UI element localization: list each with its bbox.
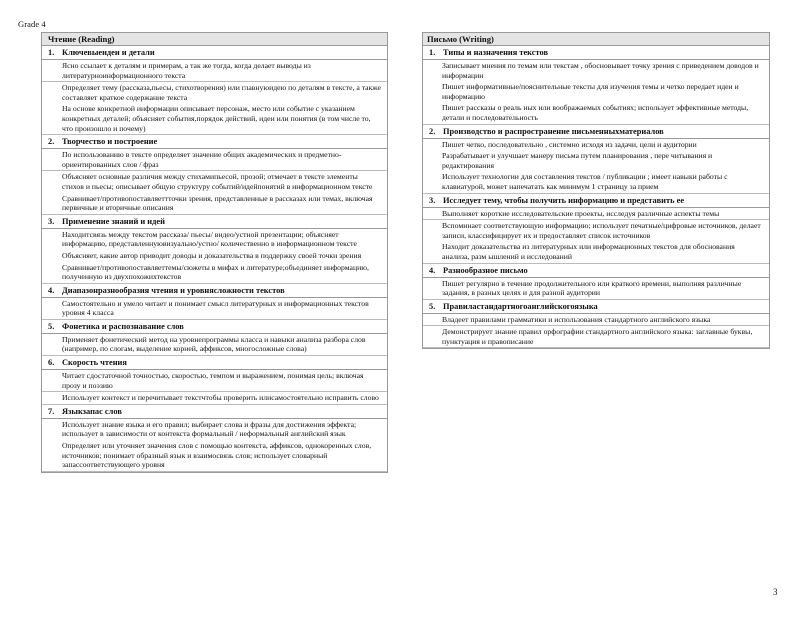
section-title-text: Фонетика и распознавание слов [62, 321, 184, 331]
standard-cell [42, 419, 387, 472]
standard-text: Находитсвязь между текстом рассказа/ пьесы/ видео/устной презентации; объясняет информацию, представленнуювизуально/устно/ количественно в информационном тексте [62, 229, 357, 249]
section-number: 4. [48, 285, 55, 295]
standard-text: Объясняет, какие автор приводит доводы и доказательства в поддержку своей точки зрения [62, 250, 362, 260]
standard-text: Читает сдостаточной точностью, скоростью, темпом и выражением, понимая цель; включая прозу и поэзию [62, 371, 364, 390]
reading-column [41, 32, 388, 473]
section-title [42, 284, 387, 298]
standard-cell [423, 139, 769, 194]
section-title [42, 356, 387, 370]
section-number: 1. [48, 48, 55, 57]
section-title [42, 405, 387, 419]
standard-text: Определяет или уточняет значения слов с помощью контекста, аффиксов, однокоренных слов, источников; понимает образный язык и взаимосвязь слов; использует словарный запассоответствующего уровня [62, 441, 372, 470]
section-title [42, 135, 387, 149]
writing-section [422, 194, 770, 264]
section-number: 2. [48, 137, 55, 147]
standard-text: Разрабатывает и улучшает манеру письма путем планирования , пере читывания и редактирования [442, 151, 713, 170]
standard-text: Пишет четко, последовательно , системно исходя из задачи, цели и аудитории [442, 139, 697, 149]
reading-section [41, 356, 388, 405]
writing-header: Письмо (Writing) [422, 32, 770, 46]
writing-column [422, 32, 770, 349]
section-number: 7. [48, 406, 55, 416]
standard-text: Применяет фонетический метод на уровнепрограммы класса и навыки анализа разбора слов (например, по слогам, выделение корней, аффиксов, многосложные слова) [62, 334, 366, 354]
standard-text: Самостоятельно и умело читает и понимает смысл литературных и информационных текстов уровня 4 класса [62, 298, 369, 318]
standard-cell [423, 278, 769, 300]
section-title-text: Исследует тему, чтобы получить информацию и представить ее [443, 195, 685, 205]
section-title-text: Языкзапас слов [62, 406, 122, 416]
page-number: 3 [773, 587, 778, 597]
standard-text: Использует знание языка и его правил; выбирает слова и фразы для достижения эффекта; использует в зависимости от контекста формальный / неформальный английский язык [62, 419, 357, 439]
standard-text: Пишет информативные/пояснительные тексты для изучения темы и четко передает идеи и информацию [442, 82, 739, 101]
standard-text: Ясно ссылает к деталям и примерам, а так же тогда, когда делает выводы из литературноинформационного текста [62, 61, 311, 80]
section-title-text: Скорость чтения [62, 358, 127, 368]
standard-cell [423, 220, 769, 263]
reading-section [41, 135, 388, 215]
section-title [423, 46, 769, 60]
standard-text: Использует контекст и перечитывает текстчтобы проверить илисамостоятельно исправить слово [62, 393, 379, 403]
standard-text: Демонстрирует знание правил орфографии стандартного английского языка: заглавные буквы, пунктуация и правописание [442, 327, 753, 346]
section-title-text: Ключевыеидеи и детали [62, 48, 155, 57]
reading-section [41, 320, 388, 356]
section-number: 5. [429, 301, 436, 311]
standard-text: Объясняет основные различия между стихамипьесой, прозой; отмечает в тексте элементы стихов и пьесы; описывает общую структуру событий/идейпонятий в информационном тексте [62, 172, 373, 191]
standard-text: По использованию в тексте определяет значение общих академических и предметно-ориентированных слов / фраз [62, 150, 342, 169]
standard-cell [42, 149, 387, 171]
standard-cell [42, 392, 387, 405]
standard-text: Находит доказательства из литературных или информационных текстов для обоснования анализа, разм ышлений и исследований [442, 242, 735, 261]
standard-text: Вспоминает соответствующую информацию; использует печатные/цифровые источников, делает записи, классифицирует их и предоставляет список источников [442, 221, 761, 240]
section-title [423, 125, 769, 139]
standard-cell [423, 208, 769, 221]
standard-text: Сравнивает/противопоставляеттточки зрения, представленные в рассказах или темах, включая первичные и вторичные описания [62, 193, 373, 213]
standard-cell [42, 229, 387, 284]
standard-cell [42, 82, 387, 135]
reading-section [41, 215, 388, 284]
section-number: 3. [48, 216, 55, 226]
standard-cell [42, 60, 387, 82]
standard-text: Сравнивает/противопоставляеттемы/сюжеты в мифах и литературе;объединяет информацию, полученную из двухпохожихтекстов [62, 262, 369, 282]
writing-sections [422, 46, 770, 349]
section-title-text: Разнообразное письмо [443, 265, 528, 275]
grade-label: Grade 4 [18, 19, 46, 29]
section-number: 2. [429, 126, 436, 136]
section-title [42, 320, 387, 334]
standard-cell [423, 314, 769, 327]
section-title [42, 215, 387, 229]
section-title [42, 46, 387, 60]
section-number: 5. [48, 321, 55, 331]
section-number: 4. [429, 265, 436, 275]
section-title-text: Производство и распространение письменныхматериалов [443, 126, 664, 136]
reading-header: Чтение (Reading) [41, 32, 388, 46]
section-title-text: Творчество и построение [62, 137, 158, 147]
section-title-text: Типы и назначения текстов [443, 48, 549, 57]
standard-text: Выполняет короткие исследовательские проекты, исследуя различные аспекты темы [442, 208, 720, 218]
writing-section [422, 264, 770, 300]
standard-cell [423, 326, 769, 348]
standard-text: Определяет тему (рассказа,пьесы, стихотворения) или главнуюидею по деталям в тексте, а также составляет краткое содержание текста [62, 83, 381, 102]
section-title-text: Правиластандартногоанглийскогоязыка [443, 301, 598, 311]
section-title-text: Применение знаний и идей [62, 216, 165, 226]
section-title [423, 194, 769, 208]
standard-text: Пишет регулярно в течение продолжительного или краткого времени, выполняя различные задания, в разных целях и для разной аудитории [442, 278, 742, 298]
standard-text: Использует технологии для составления текстов / публикации ; имеет навыки работы с клавиатурой, может напечатать как минимум 1 страницу за прием [442, 172, 728, 191]
standard-text: Владеет правилами грамматики и использования стандартного английского языка [442, 314, 711, 324]
section-number: 6. [48, 358, 55, 368]
section-title-text: Диапазонразнообразия чтения и уровнясложности текстов [62, 285, 285, 295]
section-title [423, 264, 769, 278]
section-number: 1. [429, 48, 436, 57]
writing-section [422, 300, 770, 350]
section-number: 3. [429, 195, 436, 205]
standard-cell [42, 334, 387, 356]
reading-section [41, 405, 388, 473]
writing-section [422, 125, 770, 194]
standard-text: Записывает мнения по темам или текстам , обосновывает точку зрения с приведением доводов и информации [442, 61, 759, 80]
standard-cell [42, 171, 387, 214]
reading-section [41, 284, 388, 320]
standard-text: На основе конкретной информации описывает персонаж, место или событие с указанием конкретных деталей; объясняет события,порядок действий, идеи или понятия (в том числе то, что произошло и почему) [62, 104, 371, 133]
standard-cell [42, 298, 387, 320]
standard-cell [423, 60, 769, 125]
writing-section [422, 46, 770, 125]
standard-cell [42, 370, 387, 392]
reading-section [41, 46, 388, 135]
section-title [423, 300, 769, 314]
reading-sections [41, 46, 388, 473]
standard-text: Пишет рассказы о реаль ных или воображаемых событиях; использует эффективные методы, детали и последовательность [442, 103, 749, 122]
